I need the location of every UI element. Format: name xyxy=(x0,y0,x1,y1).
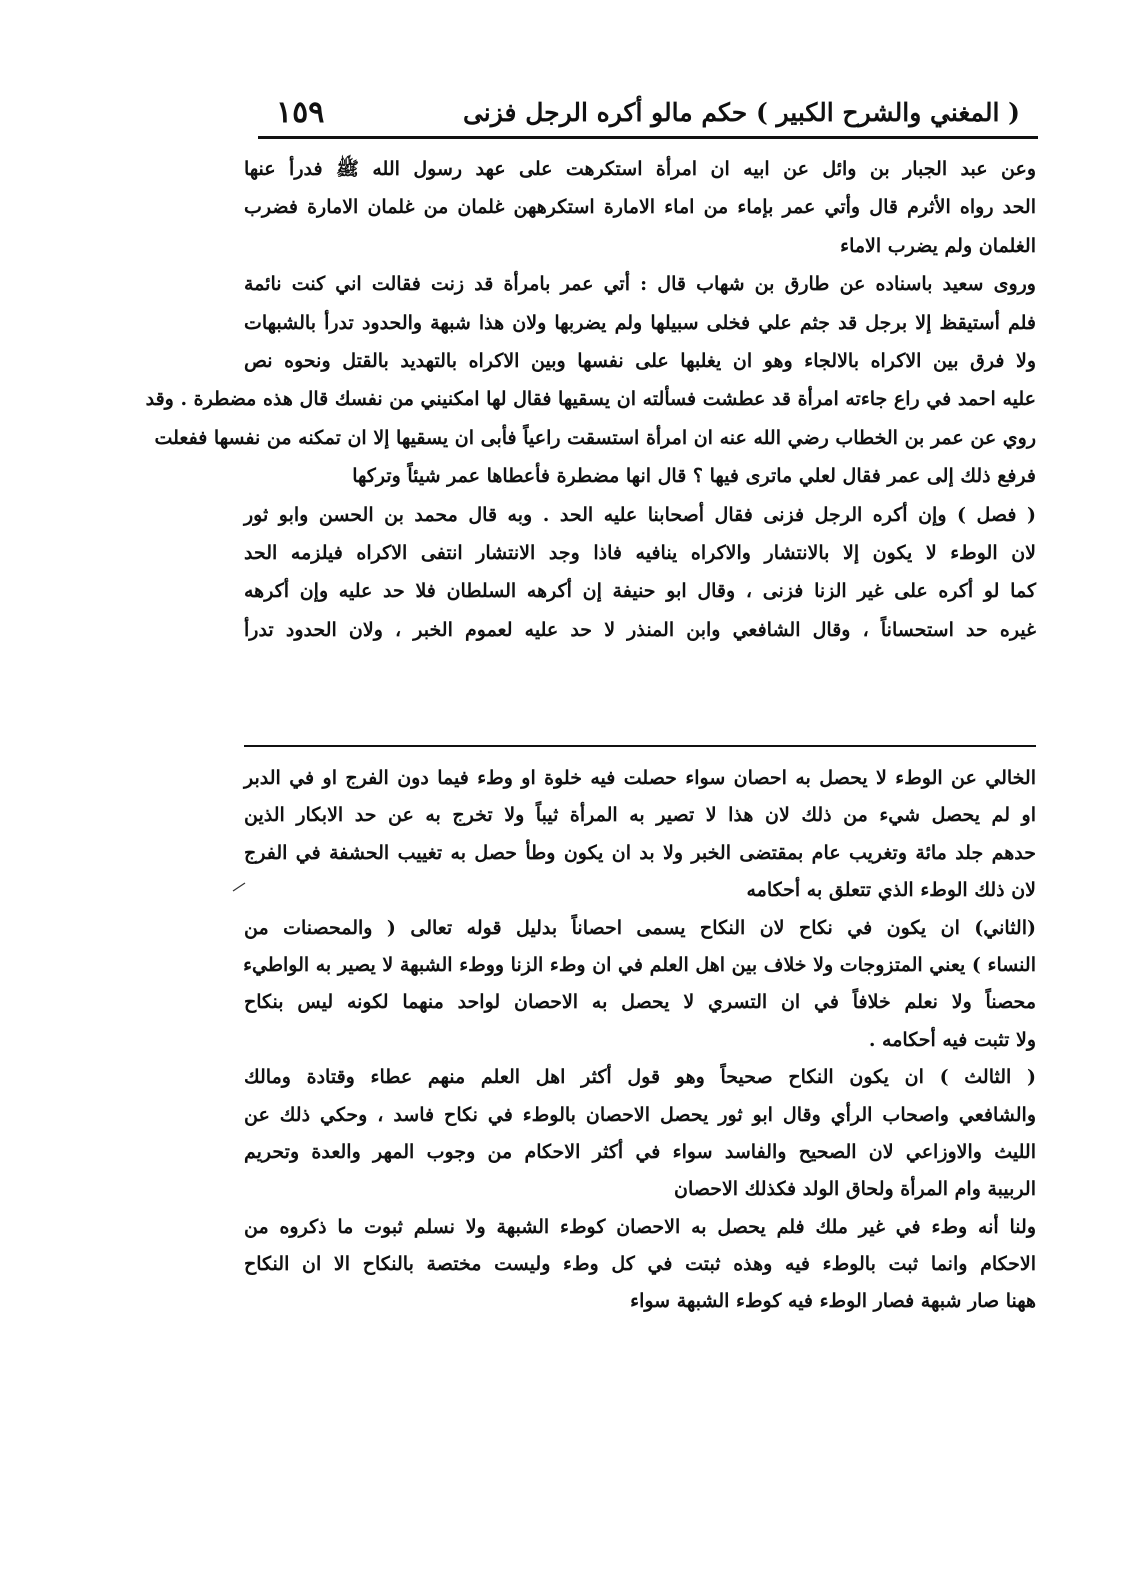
text-line: ولنا أنه وطء في غير ملك فلم يحصل به الاحصان كوطء الشبهة ولا نسلم ثبوت ما ذكروه من xyxy=(244,1215,1036,1238)
text-line: ولا فرق بين الاكراه بالالجاء وهو ان يغلبها على نفسها وبين الاكراه بالتهديد بالقتل ونحوه نص xyxy=(244,349,1036,372)
text-line: الغلمان ولم يضرب الاماء xyxy=(840,234,1036,257)
text-line: او لم يحصل شيء من ذلك لان هذا لا تصير به المرأة ثيباً ولا تخرج به عن حد الابكار الذين xyxy=(244,804,1036,827)
text-line: الربيبة وام المرأة ولحاق الولد فكذلك الاحصان xyxy=(673,1178,1036,1201)
text-line: لان ذلك الوطء الذي تتعلق به أحكامه xyxy=(746,879,1036,902)
text-line: ولا تثبت فيه أحكامه . xyxy=(868,1028,1036,1051)
text-line: وعن عبد الجبار بن وائل عن ابيه ان امرأة استكرهت على عهد رسول الله ﷺ فدرأ عنها xyxy=(244,158,1036,180)
page-number: ١٥٩ xyxy=(276,94,325,130)
text-line: محصناً ولا نعلم خلافاً في ان التسري لا يحصل به الاحصان لواحد منهما لكونه ليس بنكاح xyxy=(244,991,1036,1014)
text-line: الحد رواه الأثرم قال وأتي عمر بإماء من اماء الامارة استكرههن غلمان من غلمان الامارة فضرب xyxy=(244,196,1036,219)
header-title: ( المغني والشرح الكبير ) حكم مالو أكره الرجل فزنى xyxy=(462,97,1020,127)
text-line: النساء ) يعني المتزوجات ولا خلاف بين اهل العلم في ان وطء الزنا ووطء الشبهة لا يصير به الواطيء xyxy=(243,953,1036,976)
text-line: الاحكام وانما ثبت بالوطء فيه وهذه ثبتت في كل وطء وليست مختصة بالنكاح الا ان النكاح xyxy=(244,1253,1036,1276)
text-line: غيره حد استحساناً ، وقال الشافعي وابن المنذر لا حد عليه لعموم الخبر ، ولان الحدود تدرأ xyxy=(244,618,1036,641)
text-line: فرفع ذلك إلى عمر فقال لعلي ماترى فيها ؟ قال انها مضطرة فأعطاها عمر شيئاً وتركها xyxy=(352,465,1036,488)
section-divider xyxy=(244,745,1036,747)
header-rule xyxy=(258,136,1038,139)
text-line: (الثاني) ان يكون في نكاح لان النكاح يسمى احصاناً بدليل قوله تعالى ( والمحصنات من xyxy=(244,916,1036,939)
text-line: ههنا صار شبهة فصار الوطء فيه كوطء الشبهة سواء xyxy=(630,1290,1036,1313)
running-header xyxy=(258,88,1038,136)
lower-text-block xyxy=(244,760,1036,1321)
text-line: الليث والاوزاعي لان الصحيح والفاسد سواء في أكثر الاحكام من وجوب المهر والعدة وتحريم xyxy=(244,1140,1036,1163)
upper-text-block xyxy=(145,150,1036,649)
text-line: كما لو أكره على غير الزنا فزنى ، وقال ابو حنيفة إن أكرهه السلطان فلا حد عليه وإن أكرهه xyxy=(244,580,1036,603)
text-line: ( الثالث ) ان يكون النكاح صحيحاً وهو قول أكثر اهل العلم منهم عطاء وقتادة ومالك xyxy=(244,1066,1036,1089)
text-line: حدهم جلد مائة وتغريب عام بمقتضى الخبر ولا بد ان يكون وطأ حصل به تغييب الحشفة في الفرج xyxy=(244,841,1036,864)
text-line: لان الوطء لا يكون إلا بالانتشار والاكراه ينافيه فاذا وجد الانتشار انتفى الاكراه فيلزمه الحد xyxy=(244,541,1036,564)
margin-pen-mark xyxy=(232,882,246,892)
text-line: والشافعي واصحاب الرأي وقال ابو ثور يحصل الاحصان بالوطء في نكاح فاسد ، وحكي ذلك عن xyxy=(244,1103,1036,1126)
text-line: وروى سعيد باسناده عن طارق بن شهاب قال : أتي عمر بامرأة قد زنت فقالت اني كنت نائمة xyxy=(244,273,1036,296)
text-line: ( فصل ) وإن أكره الرجل فزنى فقال أصحابنا عليه الحد . وبه قال محمد بن الحسن وابو ثور xyxy=(244,503,1036,526)
text-line: الخالي عن الوطء لا يحصل به احصان سواء حصلت فيه خلوة او وطء فيما دون الفرج او في الدبر xyxy=(244,767,1036,789)
text-line: عليه احمد في راع جاءته امرأة قد عطشت فسألته ان يسقيها فقال لها امكنيني من نفسك قال هذه مضطرة . وقد xyxy=(145,388,1036,411)
text-line: روي عن عمر بن الخطاب رضي الله عنه ان امرأة استسقت راعياً فأبى ان يسقيها إلا ان تمكنه من نفسها ففعلت xyxy=(154,426,1036,449)
text-line: فلم أستيقظ إلا برجل قد جثم علي فخلى سبيلها ولم يضربها ولان هذا شبهة والحدود تدرأ بالشبهات xyxy=(244,311,1036,334)
